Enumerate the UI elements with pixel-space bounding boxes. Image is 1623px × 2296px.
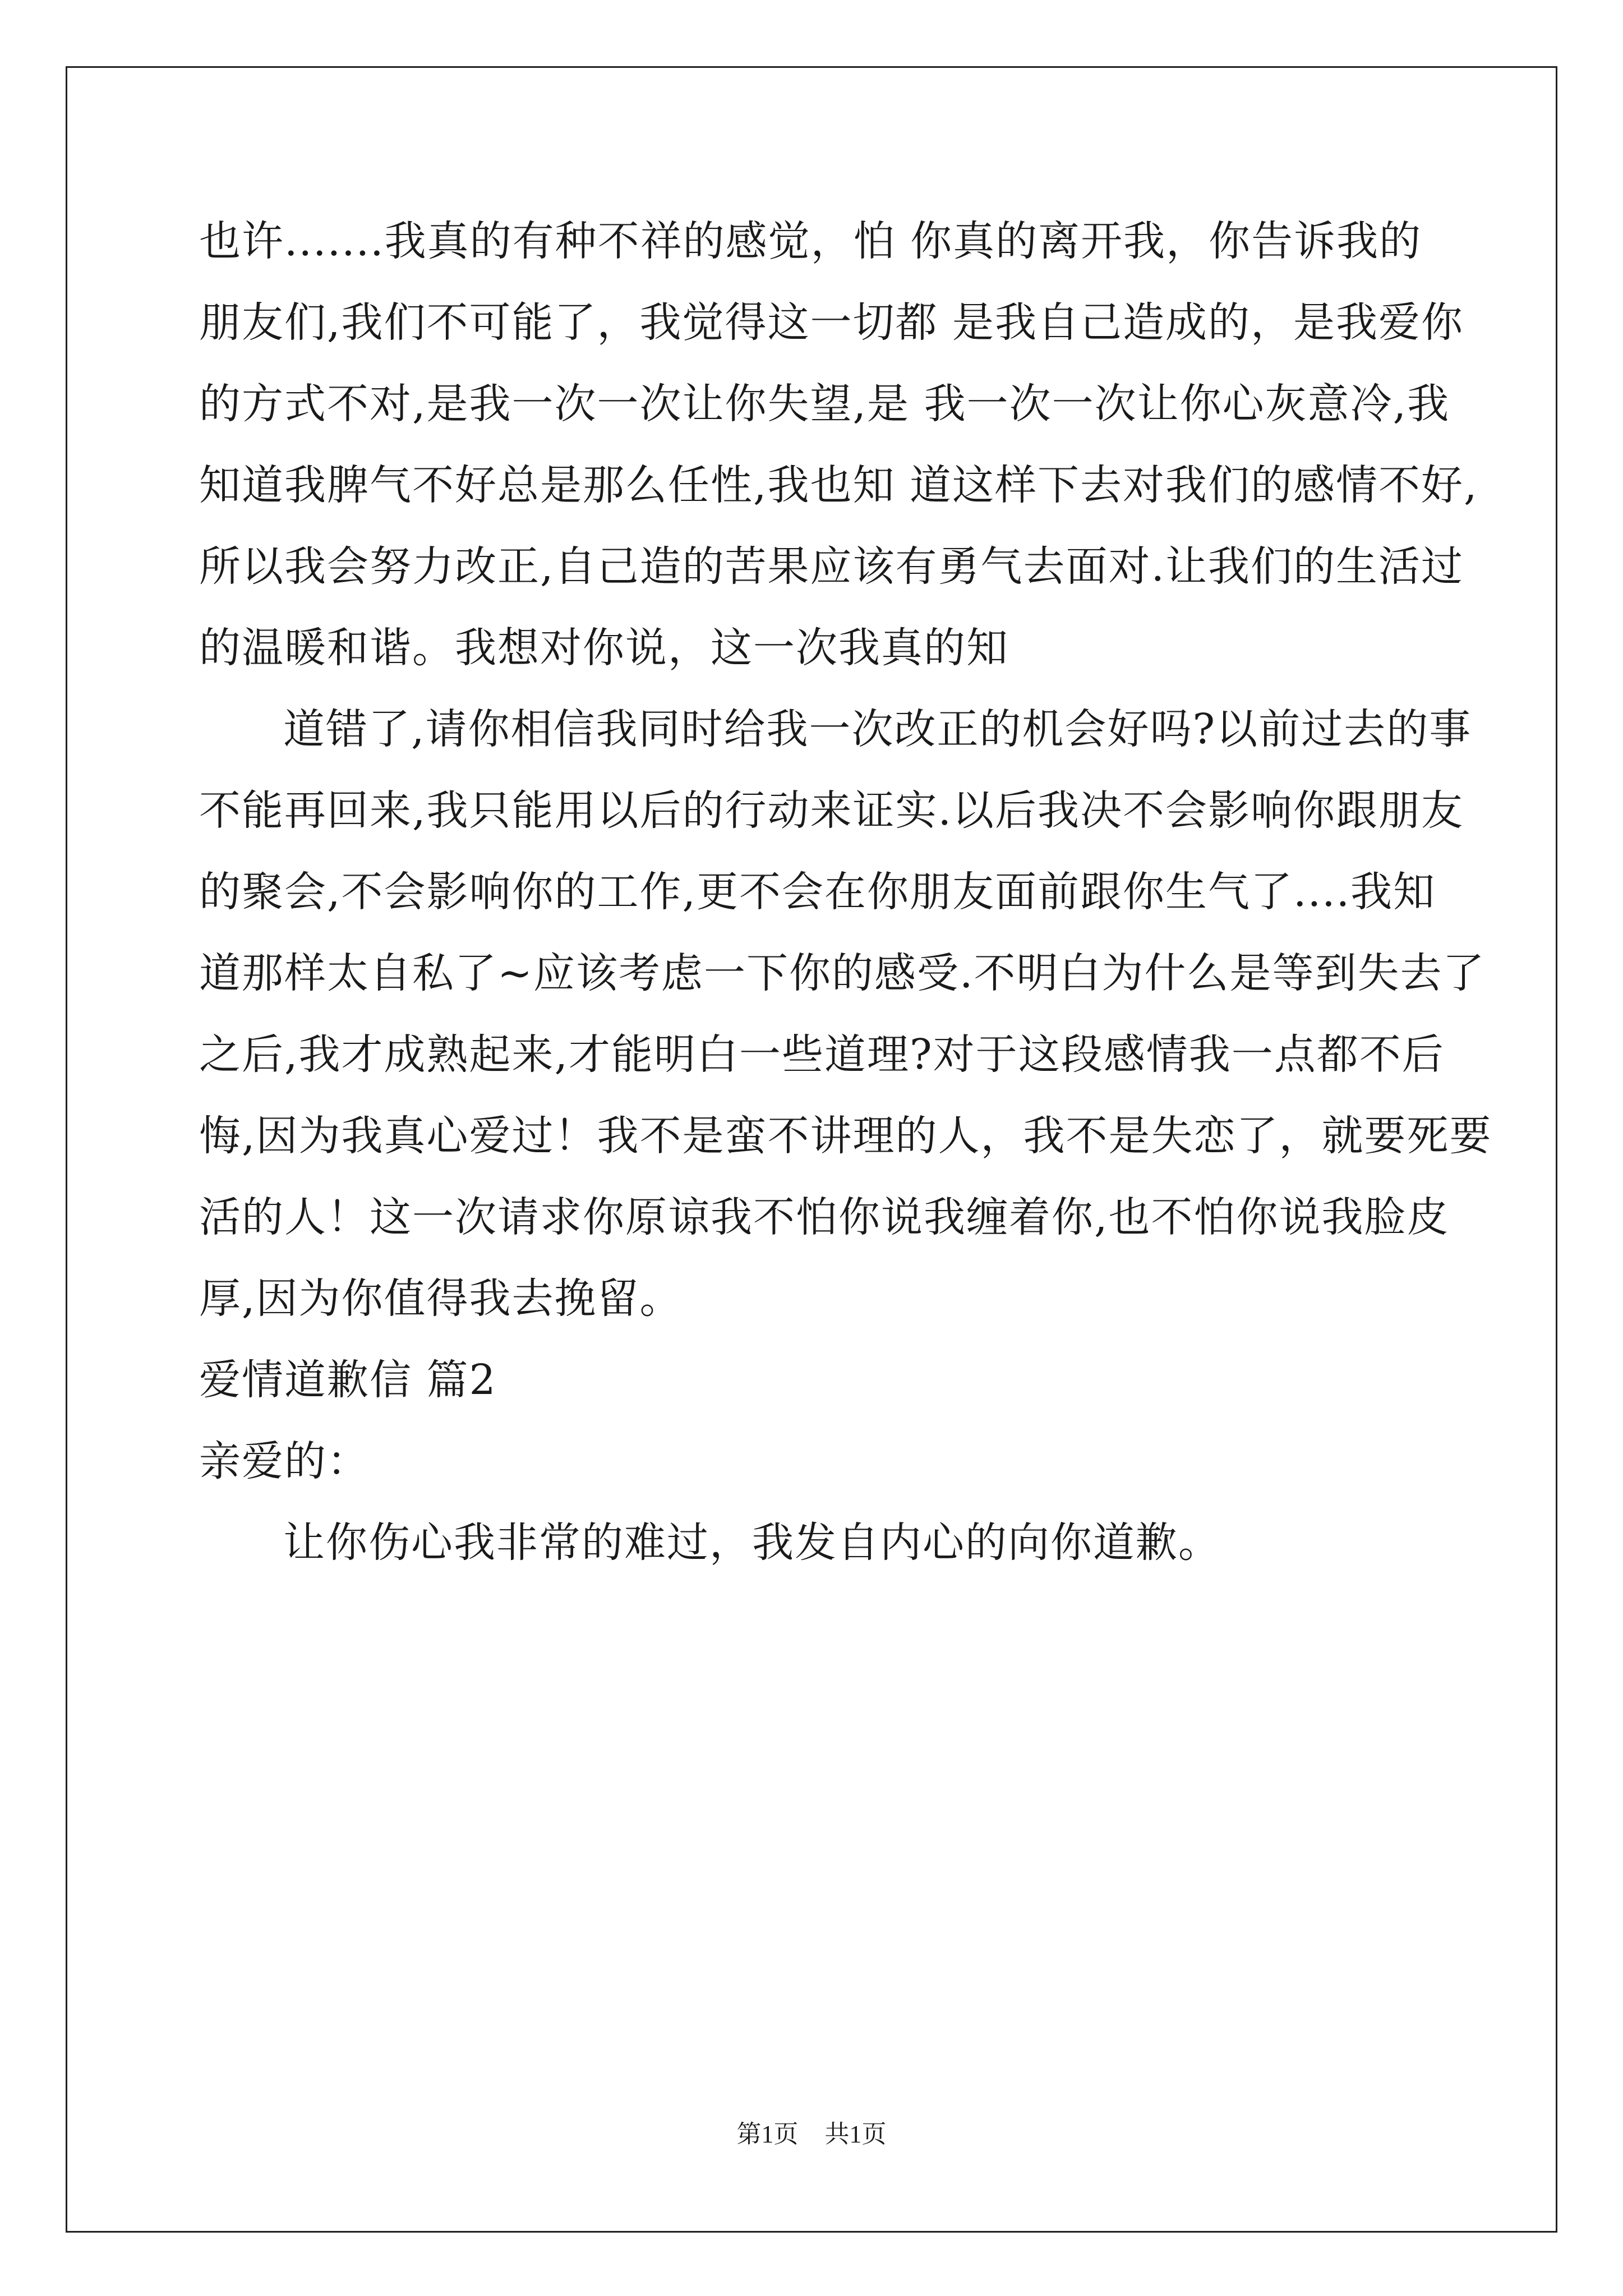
section-heading: 爱情道歉信 篇2 (199, 1356, 497, 1404)
text-line: 不能再回来,我只能用以后的行动来证实.以后我决不会影响你跟朋友 (199, 786, 1464, 835)
text-line: 让你伤心我非常的难过，我发自内心的向你道歉。 (283, 1519, 1221, 1567)
text-line: 的聚会,不会影响你的工作,更不会在你朋友面前跟你生气了....我知 (199, 868, 1436, 916)
text-line: 活的人！这一次请求你原谅我不怕你说我缠着你,也不怕你说我脸皮 (199, 1193, 1450, 1241)
text-line: 的方式不对,是我一次一次让你失望,是 我一次一次让你心灰意冷,我 (199, 380, 1450, 428)
text-line: 厚,因为你值得我去挽留。 (199, 1274, 683, 1323)
page-number: 第1页 (736, 2120, 799, 2148)
text-line: 知道我脾气不好总是那么任性,我也知 道这样下去对我们的感情不好, (199, 461, 1478, 509)
page-total: 共1页 (824, 2120, 887, 2148)
salutation: 亲爱的： (199, 1437, 370, 1485)
text-line: 也许.......我真的有种不祥的感觉，怕 你真的离开我，你告诉我的 (199, 217, 1422, 265)
text-line: 朋友们,我们不可能了，我觉得这一切都 是我自己造成的，是我爱你 (199, 298, 1464, 347)
text-line: 所以我会努力改正,自己造的苦果应该有勇气去面对.让我们的生活过 (199, 542, 1464, 591)
page-footer (0, 2118, 1623, 2151)
text-line: 悔,因为我真心爱过！我不是蛮不讲理的人，我不是失恋了，就要死要 (199, 1112, 1492, 1160)
text-line: 道那样太自私了~应该考虑一下你的感受.不明白为什么是等到失去了 (199, 949, 1486, 997)
text-line: 道错了,请你相信我同时给我一次改正的机会好吗?以前过去的事 (283, 705, 1472, 753)
text-line: 的温暖和谐。我想对你说，这一次我真的知 (199, 624, 1009, 672)
text-line: 之后,我才成熟起来,才能明白一些道理?对于这段感情我一点都不后 (199, 1030, 1445, 1079)
